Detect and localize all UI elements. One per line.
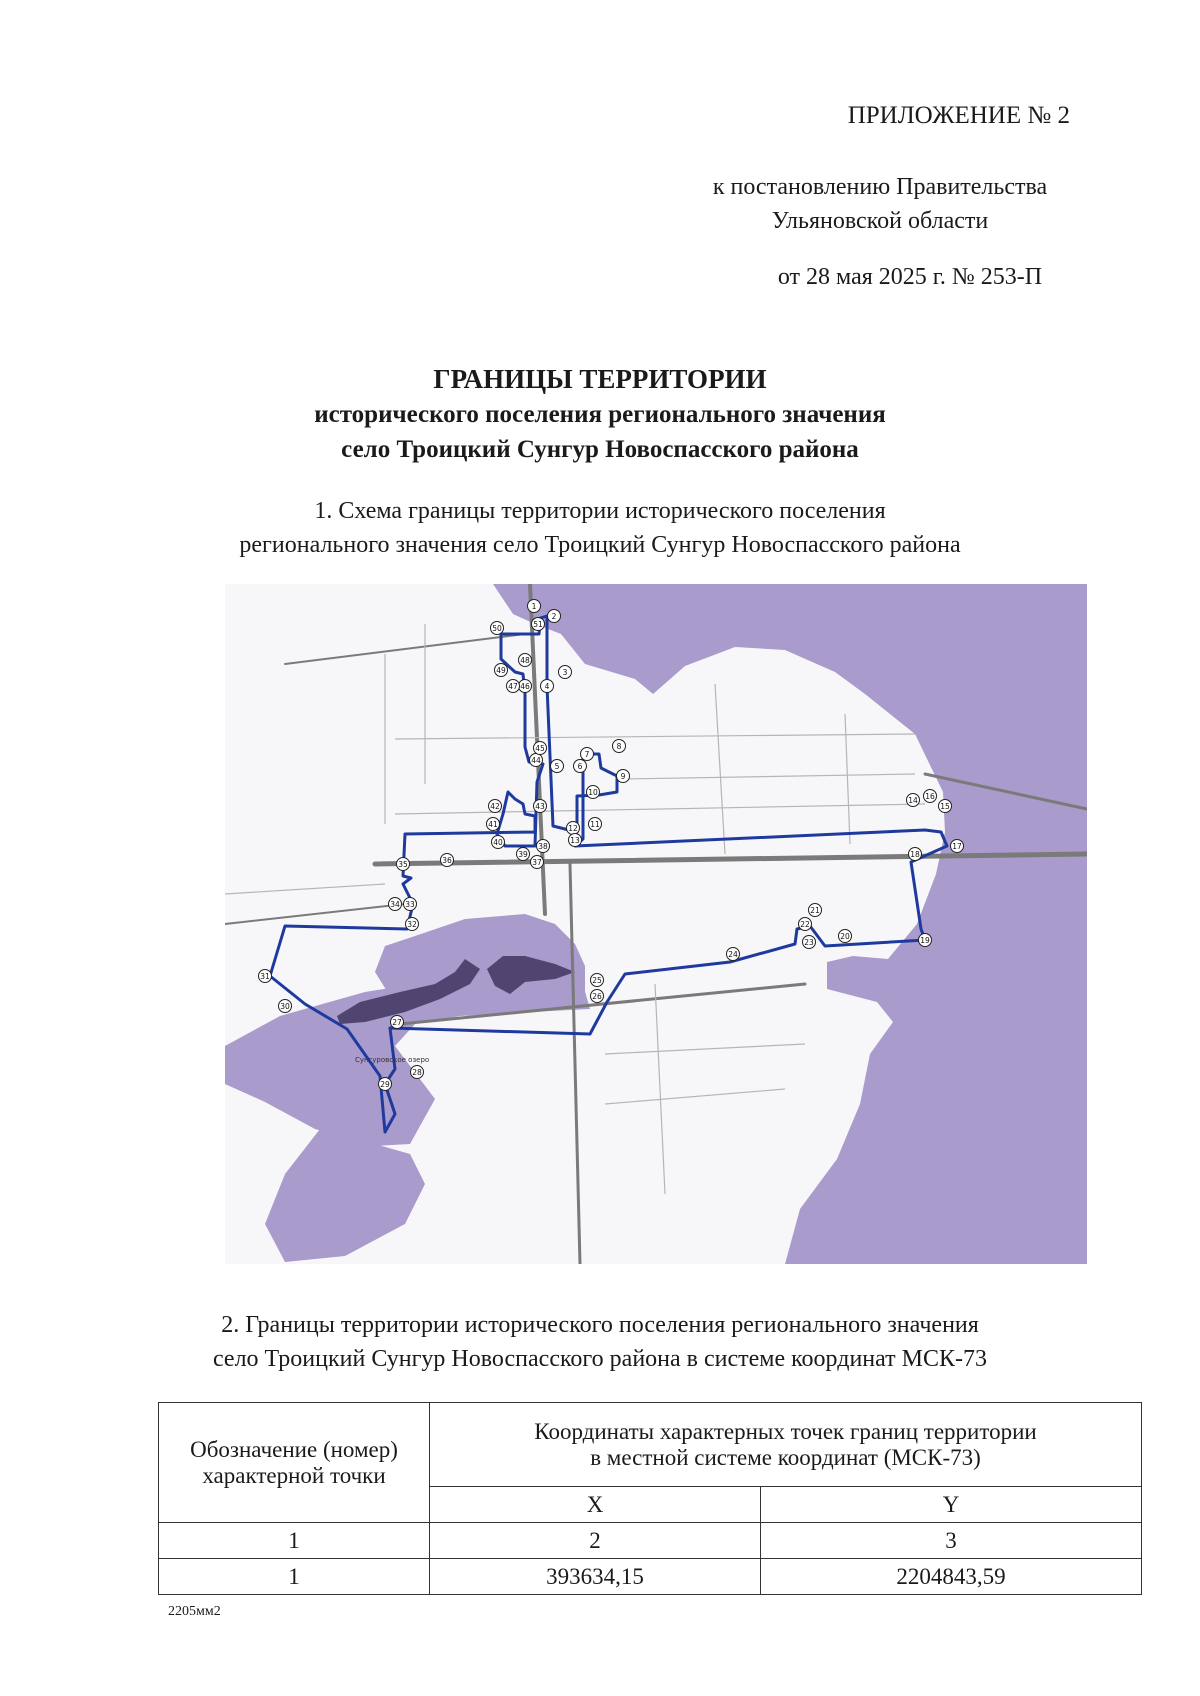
boundary-point-29 [379,1078,392,1091]
boundary-point-label: 5 [554,761,560,771]
boundary-point-label: 33 [405,899,415,909]
header-y: Y [761,1487,1142,1523]
boundary-point-label: 35 [398,859,408,869]
boundary-point-label: 42 [490,801,500,811]
boundary-point-label: 26 [592,991,602,1001]
boundary-point-label: 6 [577,761,583,771]
boundary-point-39 [517,848,530,861]
boundary-point-32 [406,918,419,931]
boundary-point-label: 47 [508,681,518,691]
boundary-point-2 [548,610,561,623]
boundary-point-16 [924,790,937,803]
header-x: X [430,1487,761,1523]
boundary-point-label: 31 [260,971,270,981]
boundary-point-24 [727,948,740,961]
boundary-point-19 [919,934,932,947]
boundary-point-label: 16 [925,791,935,801]
index-cell: 2 [430,1523,761,1559]
boundary-point-label: 38 [538,841,548,851]
boundary-point-34 [389,898,402,911]
boundary-point-28 [411,1066,424,1079]
boundary-point-3 [559,666,572,679]
header-coordinates [430,1403,1142,1487]
boundary-point-label: 12 [568,823,578,833]
boundary-point-26 [591,990,604,1003]
boundary-point-label: 25 [592,975,602,985]
title-line1: ГРАНИЦЫ ТЕРРИТОРИИ [433,364,767,394]
boundary-point-label: 32 [407,919,417,929]
boundary-point-15 [939,800,952,813]
boundary-point-1 [528,600,541,613]
boundary-point-6 [574,760,587,773]
footer-code: 2205мм2 [168,1604,221,1619]
document-title [100,362,1100,467]
appendix-number: ПРИЛОЖЕНИЕ № 2 [847,102,1070,129]
boundary-point-44 [530,754,543,767]
boundary-point-label: 39 [518,849,528,859]
boundary-point-43 [534,800,547,813]
boundary-point-label: 20 [840,931,850,941]
x-coordinate-cell: 393634,15 [430,1559,761,1595]
title-line3: село Троицкий Сунгур Новоспасского района [341,436,859,463]
boundary-point-label: 4 [544,681,550,691]
boundary-point-label: 41 [488,819,498,829]
boundary-point-label: 14 [908,795,918,805]
boundary-point-45 [534,742,547,755]
boundary-map [225,584,1087,1264]
boundary-point-13 [569,834,582,847]
boundary-point-51 [532,618,545,631]
resolution-reference-line2: Ульяновской области [771,208,989,234]
boundary-point-label: 3 [562,667,568,677]
boundary-point-label: 15 [940,801,950,811]
boundary-point-38 [537,840,550,853]
header-point-number-line2: характерной точки [202,1462,386,1488]
boundary-point-label: 13 [570,835,580,845]
boundary-point-label: 11 [590,819,600,829]
boundary-point-25 [591,974,604,987]
section1-heading-line1: 1. Схема границы территории исторического поселения [314,498,886,524]
boundary-point-label: 19 [920,935,930,945]
title-line2: исторического поселения регионального значения [314,401,886,428]
boundary-point-46 [519,680,532,693]
boundary-point-4 [541,680,554,693]
map-label-lake: Сунгуровское озеро [355,1056,430,1064]
header-coordinates-line1: Координаты характерных точек границ территории [534,1418,1037,1444]
boundary-point-label: 8 [616,741,622,751]
boundary-point-label: 28 [412,1067,422,1077]
boundary-point-label: 21 [810,905,820,915]
boundary-point-30 [279,1000,292,1013]
coordinates-table [158,1402,1142,1595]
table-header-row [159,1403,1142,1487]
boundary-point-35 [397,858,410,871]
boundary-point-label: 43 [535,801,545,811]
boundary-point-31 [259,970,272,983]
section2-heading-line1: 2. Границы территории исторического поселения регионального значения [221,1312,979,1338]
boundary-point-33 [404,898,417,911]
table-row [159,1559,1142,1595]
boundary-point-label: 10 [588,787,598,797]
header-coordinates-line2: в местной системе координат (МСК-73) [590,1444,981,1470]
boundary-point-label: 44 [531,755,541,765]
section1-heading-line2: регионального значения село Троицкий Сунгур Новоспасского района [239,532,961,558]
boundary-point-5 [551,760,564,773]
boundary-point-20 [839,930,852,943]
boundary-point-label: 36 [442,855,452,865]
index-cell: 1 [159,1523,430,1559]
boundary-point-17 [951,840,964,853]
boundary-point-49 [495,664,508,677]
boundary-point-12 [567,822,580,835]
boundary-point-50 [491,622,504,635]
boundary-point-22 [799,918,812,931]
header-point-number [159,1403,430,1523]
index-cell: 3 [761,1523,1142,1559]
boundary-point-label: 9 [620,771,626,781]
boundary-point-11 [589,818,602,831]
boundary-point-21 [809,904,822,917]
point-number-cell: 1 [159,1559,430,1595]
resolution-date: от 28 мая 2025 г. № 253-П [777,264,1043,290]
section1-heading [100,494,1100,562]
boundary-point-47 [507,680,520,693]
boundary-point-label: 18 [910,849,920,859]
boundary-point-label: 34 [390,899,400,909]
boundary-point-36 [441,854,454,867]
boundary-point-label: 1 [531,601,537,611]
boundary-point-label: 23 [804,937,814,947]
boundary-point-label: 49 [496,665,506,675]
boundary-point-label: 30 [280,1001,290,1011]
boundary-point-27 [391,1016,404,1029]
boundary-point-label: 50 [492,623,502,633]
section2-heading-line2: село Троицкий Сунгур Новоспасского района в системе координат МСК-73 [212,1346,988,1372]
boundary-point-37 [531,856,544,869]
resolution-reference [620,170,1140,238]
boundary-point-label: 48 [520,655,530,665]
boundary-point-8 [613,740,626,753]
boundary-point-label: 29 [380,1079,390,1089]
boundary-point-label: 46 [520,681,530,691]
boundary-point-label: 24 [728,949,738,959]
boundary-point-label: 37 [532,857,542,867]
boundary-point-label: 27 [392,1017,402,1027]
boundary-point-41 [487,818,500,831]
boundary-point-label: 51 [533,619,543,629]
boundary-point-10 [587,786,600,799]
boundary-point-42 [489,800,502,813]
table-index-row [159,1523,1142,1559]
boundary-point-label: 22 [800,919,810,929]
boundary-point-label: 2 [551,611,557,621]
boundary-point-23 [803,936,816,949]
resolution-reference-line1: к постановлению Правительства [712,174,1048,200]
boundary-point-14 [907,794,920,807]
boundary-point-40 [492,836,505,849]
boundary-point-label: 45 [535,743,545,753]
boundary-point-9 [617,770,630,783]
boundary-point-7 [581,748,594,761]
boundary-point-48 [519,654,532,667]
boundary-point-label: 17 [952,841,962,851]
boundary-point-label: 40 [493,837,503,847]
y-coordinate-cell: 2204843,59 [761,1559,1142,1595]
header-point-number-line1: Обозначение (номер) [190,1436,398,1462]
section2-heading [100,1308,1100,1376]
boundary-point-label: 7 [584,749,590,759]
boundary-point-18 [909,848,922,861]
